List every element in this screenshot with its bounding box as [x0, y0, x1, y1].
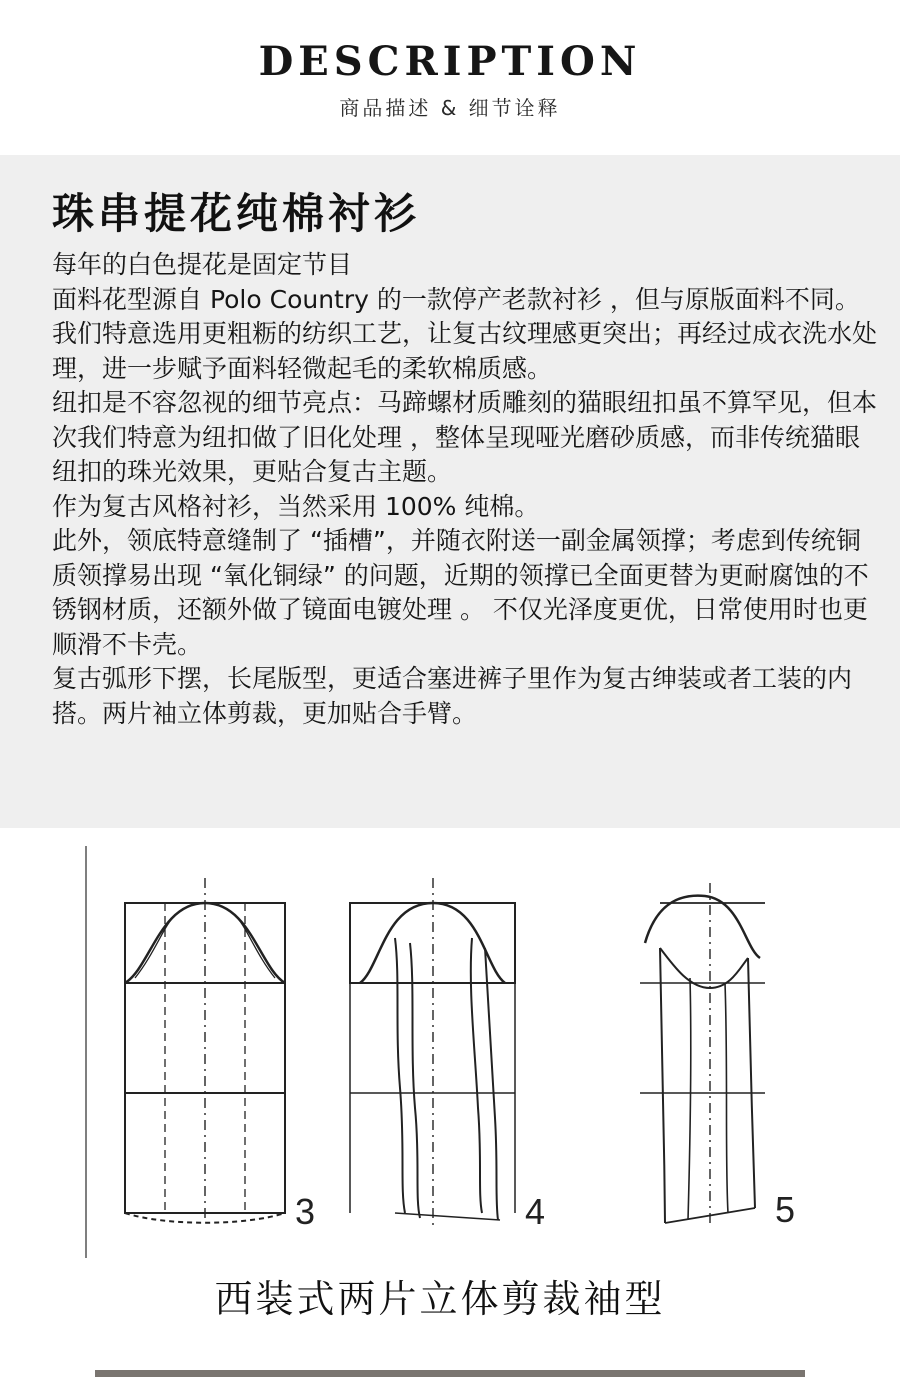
figure-number-4: 4	[525, 1191, 546, 1232]
product-description-panel	[0, 155, 900, 828]
description-paragraph: 每年的白色提花是固定节目	[52, 250, 353, 279]
description-paragraph: 作为复古风格衬衫，当然采用 100% 纯棉。	[52, 491, 540, 521]
description-text	[52, 248, 880, 731]
header-title: DESCRIPTION	[258, 38, 642, 85]
header-subtitle: 商品描述 & 细节诠释	[339, 96, 561, 120]
product-title: 珠串提花纯棉衬衫	[52, 189, 421, 238]
sleeve-pattern-figure-5	[640, 883, 765, 1228]
description-paragraph: 此外，领底特意缝制了 “插槽”，并随衣附送一副金属领撑；考虑到传统铜质领撑易出现 “氧化铜绿” 的问题，近期的领撑已全面更替为更耐腐蚀的不锈钢材质，还额外做了镜面电镀处理 。 不仅光泽度更优，日常使用时也更顺滑不卡壳。	[52, 526, 869, 659]
sleeve-pattern-figure-4	[350, 878, 515, 1228]
sleeve-pattern-diagram	[0, 828, 900, 1268]
description-header	[0, 0, 900, 155]
next-image-edge	[95, 1370, 805, 1377]
diagram-caption: 西装式两片立体剪裁袖型	[214, 1277, 666, 1321]
description-paragraph: 面料花型源自 Polo Country 的一款停产老款衬衫 ，但与原版面料不同。我们特意选用更粗粝的纺织工艺，让复古纹理感更突出；再经过成衣洗水处理，进一步赋予面料轻微起毛的柔软棉质感。	[52, 284, 878, 383]
figure-number-3: 3	[295, 1191, 316, 1232]
figure-number-5: 5	[775, 1189, 796, 1230]
sleeve-pattern-drawing	[0, 828, 900, 1268]
sleeve-pattern-figure-3	[125, 878, 285, 1223]
description-paragraph: 复古弧形下摆，长尾版型，更适合塞进裤子里作为复古绅装或者工装的内搭。两片袖立体剪裁，更加贴合手臂。	[52, 664, 853, 728]
description-paragraph: 纽扣是不容忽视的细节亮点：马蹄螺材质雕刻的猫眼纽扣虽不算罕见，但本次我们特意为纽扣做了旧化处理 ，整体呈现哑光磨砂质感，而非传统猫眼纽扣的珠光效果，更贴合复古主题。	[52, 388, 878, 486]
